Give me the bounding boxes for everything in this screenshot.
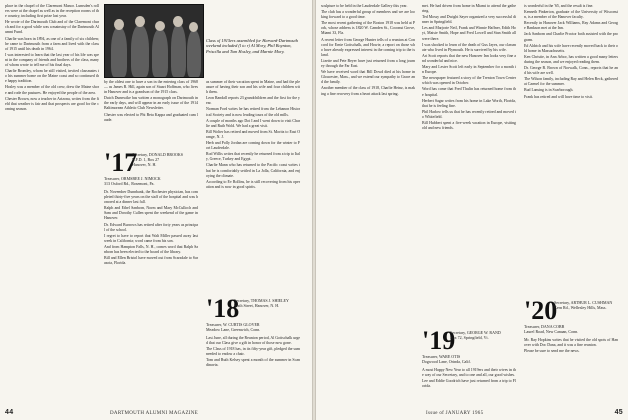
paragraph: Frank has retired and will have time to visit. — [524, 94, 593, 99]
person-figure — [131, 25, 149, 77]
paragraph: Another member of the class of 1918, Charlie Heinz, is making a fine recovery from a heart attack last spring. — [321, 86, 415, 96]
secretary-city: Hanover, N. H. — [132, 162, 157, 167]
person-figure — [171, 24, 186, 77]
paragraph: Charlie was born in 1894, as one of a family of six children; he came to Dartmouth from a farm and lived with the class of 1915 until his death in 1964. — [5, 36, 99, 51]
paragraph: Dr. November Dunnbank, the Rochester physician, has completed thirty-five years on the staff of the hospital and was honored at a dinner last fall. — [104, 190, 198, 205]
treasurer-address: Meadow Lane, Greenwich, Conn. — [206, 327, 261, 332]
class-secretary-block — [132, 152, 202, 167]
paragraph: Dr. George B. Brown of Norwalk, Conn., reports that he and his wife are well. — [524, 66, 618, 76]
paragraph: Mary and Lester Scott left early in September for a month in Europe. — [422, 65, 516, 75]
paragraph: Bill and Ellen Bristol have moved out from Scarsdale to Sarasota, Florida. — [104, 256, 198, 266]
treasurer-address: Dogwood Lane, Orinda, Calif. — [422, 359, 471, 364]
paragraph: He wrote of the Dartmouth Club and of the Claremont church and for a good while was a mainstay of the Dartmouth Alumni Fund. — [5, 20, 99, 35]
page-number: 44 — [5, 409, 14, 416]
treasurer-name: Treasurer, DANA COBB — [524, 324, 565, 329]
paragraph: Mr. Ray Hopkins writes that he visited the old spots of Hanover with Doc Dana, and it was a fine reunion. — [524, 338, 618, 348]
paragraph: A couple of months ago Dot I and I went down to visit Charlie and Ruth Wold. We had a great visit. — [206, 118, 300, 128]
photo-caption: Class of 1915ers assembled for Harvard-Dartmouth weekend included (l to r) Al Mory, Phil Boynton, Priscilla and Tom Hosley, and Marnie Mory. — [206, 38, 298, 54]
class-number-18: '18 — [206, 294, 240, 323]
paragraph: And from Hampton Falls, N. H., comes word that Ralph Sanborn has been elected to the board of the library. — [104, 244, 198, 255]
paragraph: sculpture to be held in the Lauderdale Gallery this year. — [321, 4, 408, 8]
secretary-address: Kern Rd., Wellesley Hills, Mass. — [554, 305, 607, 310]
paragraph: Phil Harlow tells us that he has recently retired and moved to Whitefield. — [422, 109, 516, 119]
class-treasurer-block — [104, 176, 202, 186]
right-footer-title: Issue of JANUARY 1965 — [426, 411, 484, 416]
paragraph: Rod Willis writes that recently he returned from a trip to Italy, Greece, Turkey and Egypt. — [206, 152, 300, 162]
paragraph: Ed Aldrich and his wife have recently moved back to their old home in Massachusetts. — [524, 43, 618, 53]
paragraph: The Wilson family, including Ray and Helen Beck, gathered at Carmel for the summer. — [524, 77, 618, 87]
class-number-20: '20 — [524, 296, 558, 325]
person-figure — [111, 27, 127, 77]
paragraph: Dr. Edward Burrows has retired after forty years as principal of the school. — [104, 222, 198, 232]
paragraph: The most recent gathering of the Boston 1918 was held at Pork, whose address is 1820 W. Camden St., Coconut Grove, Miami 33, Fla. — [321, 21, 415, 36]
class-number-19: '19 — [422, 326, 456, 355]
paragraph: Word has come that Fred Thulin has returned home from the hospital. — [422, 87, 516, 97]
secretary-name: Secretary, ARTHUR L. CUSHMAN — [554, 300, 613, 305]
paragraph: A most Happy New Year to all 1919ers and their wives in the way of our Secretary, and to one and all, our good wishes. — [422, 368, 516, 378]
right-page — [316, 0, 628, 420]
paragraph: Bill Wolter has retired and moved from St. Moritz to East Orange, N. J. — [206, 129, 300, 139]
paragraph: Les and Marjorie Neil, Frank and Winnie Haffner, Edith Hoyt, Maisie Smith, Hope and Fred Lowell and Stan Smith all were there. — [422, 26, 516, 41]
paragraph: Art Scott reports that the new Hanover Inn looks very fine and wonderful and nice. — [422, 53, 516, 63]
right-footer — [615, 409, 623, 416]
paragraph: Hosley was a member of the old crew, drew the Maine shore and rode the pastures. He enjoyed the people of the area. — [5, 85, 99, 95]
class-treasurer-block — [524, 324, 624, 334]
paragraph: We have received word that Bill Dowd died at his home in Gloucester, Mass., and we extend our sympathy to Grace and the family. — [321, 70, 415, 85]
secretary-name: Secretary, THOMAS J. SHIELEY — [234, 298, 289, 303]
paragraph: Dutch Dunnwike has written a monograph on Dartmouth in the early days, and will appear in an early issue of the 1914 Baltimorean Athletic Club Newsletter. — [104, 96, 198, 111]
paragraph: The Class of 1918 has, in its fifty-year gift, pledged the sum needed to endow a chair. — [206, 347, 300, 357]
paragraph: Ken Christie, in Ann Arbor, has written a good many letters during the season, and we enjoyed reading them. — [524, 54, 618, 64]
paragraph: Last June, all during the Reunion period, Al Gottschalk urged that our Class give a gift in honor of those now gone. — [206, 336, 300, 346]
left-footer-title: DARTMOUTH ALUMNI MAGAZINE — [110, 411, 199, 416]
paragraph: I was interested to learn that the last year of his life was spent in the company of friends and brothers of the class, many of whom wrote to tell me of his final days. — [5, 52, 99, 68]
paragraph: by the oldest one to have a son in the entering class of 1968 — as James R. Hill, again son of Stuart Hoffman, who lives in Hanover and is a grandson of the 1915 class. — [104, 80, 198, 95]
paragraph: The newspaper featured a story of the Trenton Town Center which was opened in October. — [422, 76, 516, 86]
paragraph: Please be sure to send me the news. — [524, 349, 580, 354]
secretary-name: Secretary, DONALD BROOKS — [132, 152, 183, 157]
right-column-3 — [524, 4, 618, 101]
paragraph: as summer of their vacation spent in Maine, and had the pleasure of having their son and his wife and four children with them. — [206, 80, 300, 95]
class-secretary-block — [554, 300, 624, 310]
person-face — [189, 22, 198, 32]
paragraph: Jack Sanborn and Charlie Proctor both assisted with the program. — [524, 32, 618, 42]
right-column-2 — [422, 4, 516, 132]
left-column-1 — [5, 4, 99, 113]
person-figure — [152, 29, 168, 77]
paragraph: Charlie Mann who has returned to the Pacific coast writes that he is comfortably settled in La Jolla, California, and enjoying the climate. — [206, 163, 300, 178]
paragraph: place in the chapel of the Claremont Manor. Lumsden's rollers were at the chapel as well as in the reception rooms of the country, including first prize last year. — [5, 4, 99, 19]
paragraph: Herbert Sagar writes from his home in Lake Worth, Florida, that he is feeling fine. — [422, 98, 516, 108]
paragraph: Lee and Eddie Goodrich have just returned from a trip to Florida. — [422, 379, 516, 389]
paragraph: Charlie Bromley, whom he still visited, invited classmates to his summer home on the Maine coast and so continued the happy tradition. — [5, 69, 99, 84]
person-figure — [187, 30, 201, 77]
person-face — [135, 16, 145, 27]
paragraph: A recent letter from George Hunter tells of a reunion at Concord for Ernie Gottschalk, and Howie, a report on those who have already expressed interest in the coming trip to the island. — [321, 37, 415, 57]
paragraph: met. He had driven from home in Miami to attend the gathering. — [422, 4, 516, 14]
paragraph: is wonderful in the '65, and the result is fine. — [524, 4, 594, 8]
paragraph: Ted Mossy and Dwight Sayer organized a very successful dinner in Springfield. — [422, 15, 516, 25]
paragraph: Leon Randall reports 23 grandchildren and the first for the year. — [206, 96, 300, 106]
paragraph: Tom and Ruth Kelsey spent a month of the summer in Scandinavia. — [206, 358, 300, 368]
paragraph: Chester was elected to Phi Beta Kappa and graduated cum laude. — [104, 112, 198, 122]
paragraph: According to Ev Rollins, he is still recovering from his operation and is now in good spirits. — [206, 179, 300, 189]
right-column-3b — [524, 338, 618, 355]
paragraph: Kenneth Pinkerton, graduate of the University of Wisconsin, is a member of the Hanover faculty. — [524, 10, 618, 20]
treasurer-address: 313 Oxford Rd., Rosemont, Pa. — [104, 181, 155, 186]
left-column-2 — [104, 80, 198, 124]
paragraph: Herb and Polly Jordan are coming down for the winter to Fort Lauderdale. — [206, 141, 300, 151]
class-secretary-block — [450, 330, 518, 340]
person-face — [173, 16, 183, 27]
class-treasurer-block — [206, 322, 306, 332]
class-treasurer-block — [422, 354, 518, 364]
paragraph: The club has a wonderful group of members and we are looking forward to a good time. — [321, 10, 415, 20]
left-column-2b — [104, 190, 198, 267]
left-column-3b — [206, 336, 300, 370]
paragraph: Norman Ford writes he has retired from the Lebanon Historical Society and is now leading tours of the old mills. — [206, 107, 300, 117]
paragraph: Chester Brown, now a teacher in Arizona, writes from the field that weather is fair and that prospects are good for the coming season. — [5, 96, 99, 111]
person-face — [114, 19, 124, 30]
right-column-2b — [422, 368, 516, 390]
left-footer — [5, 409, 13, 416]
secretary-name: Secretary, GEORGE W. RAND — [450, 330, 501, 335]
paragraph: Recently in Hanover Jack Williams, Ray Adams and George Bankson met at the Inn. — [524, 21, 618, 31]
treasurer-name: Treasurer, W. CURTIS GLOVER — [206, 322, 260, 327]
paragraph: Bill Hubbert spent a five-week vacation in Europe, visiting old and new friends. — [422, 120, 516, 131]
class-secretary-block — [234, 298, 306, 308]
treasurer-name: Treasurer, WARE OTIS — [422, 354, 461, 359]
paragraph: Bud Lansing is in Scarborough. — [524, 88, 574, 93]
treasurer-address: Laurel Road, New Canaan, Conn. — [524, 329, 579, 334]
paragraph: Ralph and Ethel Sanborn, Norm and Mary McCulloch and Sam and Dorothy Cullen spent the weekend of the game in Hanover. — [104, 206, 198, 221]
secretary-address: Box 72, Springfield, Vt. — [450, 335, 489, 340]
secretary-address: Sixth Street, Hanover, N. H. — [234, 303, 280, 308]
left-page — [0, 0, 312, 420]
class-number-17: '17 — [104, 148, 138, 177]
left-column-3 — [206, 80, 300, 191]
class-photo — [104, 4, 204, 78]
paragraph: I was shocked to learn of the death of Gus Jayes, our classmate who lived in Plymouth. He is survived by his wife. — [422, 42, 516, 52]
treasurer-name: Treasurer, ORMSBEE J. NIMOCK — [104, 176, 161, 181]
paragraph: Lizette and Pete Beyer have just returned from a long journey through the Far East. — [321, 58, 415, 69]
person-face — [155, 21, 165, 31]
page-number: 45 — [614, 409, 623, 416]
paragraph: I regret to have to report that Walt Miller passed away last week in California; word came from his son. — [104, 233, 198, 243]
secretary-address: R.F.D. 1, Box 27 — [132, 157, 160, 162]
right-column-1 — [321, 4, 415, 98]
